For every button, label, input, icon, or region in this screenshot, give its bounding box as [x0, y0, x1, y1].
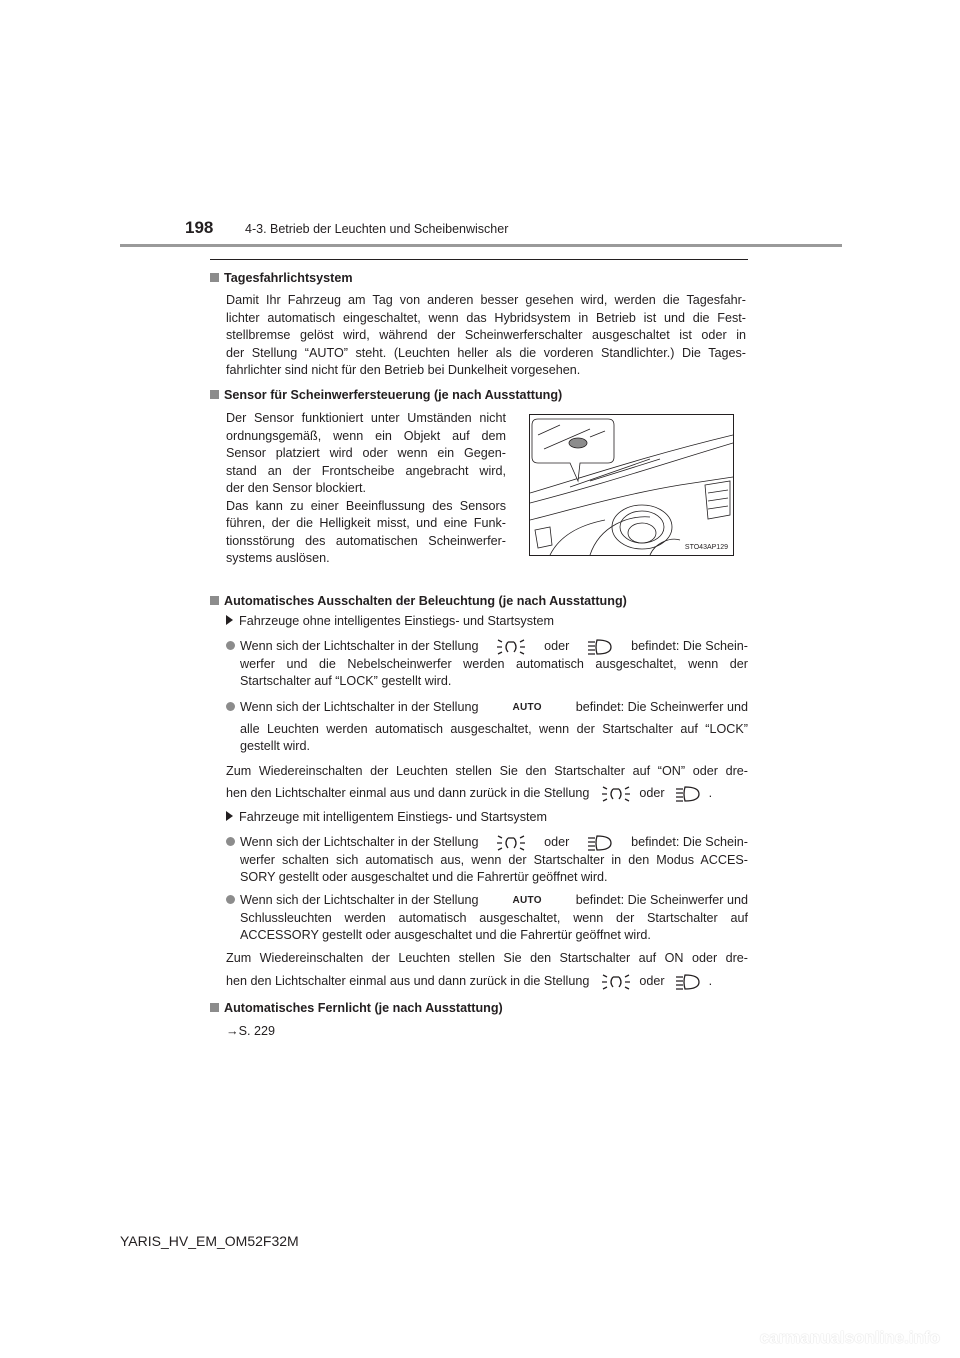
- small-lights-icon: [601, 785, 631, 803]
- headlights-icon: [587, 834, 613, 852]
- section-rule: [210, 259, 748, 260]
- sensor-icon: [569, 438, 587, 448]
- reactivation-paragraph-2: Zum Wiedereinschalten der Leuchten stellen Sie den Startschalter auf ON oder dre- hen den Lichtschalter einmal aus und dann zurück in die Stellung oder .: [226, 950, 748, 991]
- round-bullet-icon: [226, 837, 235, 846]
- daytime-lights-paragraph: Damit Ihr Fahrzeug am Tag von anderen besser gesehen wird, werden die Tagesfahr- lichter automatisch eingeschaltet, wenn das Hybridsystem in Betrieb ist und die Fest- stellbremse gelöst wird, während der Scheinwerferschalter ausgeschaltet ist oder in der Stellung “AUTO” steht. (Leuchten heller als die vorderen Standlichter.) Die Tages- fahrlichter sind nicht für den Betrieb bei Dunkelheit vorgesehen.: [226, 293, 746, 377]
- small-lights-icon: [496, 834, 526, 852]
- triangle-bullet-icon: [226, 811, 233, 821]
- bullet-item-4: Wenn sich der Lichtschalter in der Stellung AUTO befindet: Die Scheinwerfer und Schlussleuchten werden automatisch ausgeschaltet, wenn der Startschalter auf ACCESSORY gestellt oder ausgeschaltet und die Fahrertür geöffnet wird.: [226, 892, 748, 945]
- round-bullet-icon: [226, 895, 235, 904]
- auto-icon: AUTO: [512, 702, 542, 713]
- dashboard-sensor-drawing: [530, 415, 733, 555]
- sensor-illustration: [529, 414, 734, 556]
- chapter-title: 4-3. Betrieb der Leuchten und Scheibenwischer: [245, 222, 509, 236]
- document-code: YARIS_HV_EM_OM52F32M: [120, 1233, 299, 1249]
- square-bullet-icon: [210, 1003, 219, 1012]
- subheading-without-smart-key: Fahrzeuge ohne intelligentes Einstiegs- und Startsystem: [226, 613, 554, 631]
- sensor-paragraph: Der Sensor funktioniert unter Umständen nicht ordnungsgemäß, wenn ein Objekt auf dem Sensor platziert wird oder wenn ein Gegen- stand an der Frontscheibe angebracht wird, der den Sensor blockiert. Das kann zu einer Beeinflussung des Sensors führen, der die Helligkeit misst, und eine Funk- tionsstörung des automatischen Scheinwerfer- systems auslösen.: [226, 411, 506, 565]
- square-bullet-icon: [210, 596, 219, 605]
- bullet-item-3: Wenn sich der Lichtschalter in der Stellung oder befindet: Die Schein- werfer schalten sich automatisch aus, wenn der Startschalter in den Modus ACCES- SORY gestellt oder ausgeschaltet und die Fahrertür geöffnet wird.: [226, 834, 748, 887]
- section-heading-auto-off: Automatisches Ausschalten der Beleuchtung (je nach Ausstattung): [210, 593, 627, 611]
- header-rule: [120, 244, 842, 247]
- page-number: 198: [185, 218, 214, 237]
- round-bullet-icon: [226, 641, 235, 650]
- bullet-item-1: Wenn sich der Lichtschalter in der Stellung oder befindet: Die Schein- werfer und die Nebelscheinwerfer werden automatisch ausgeschaltet, wenn der Startschalter auf “LOCK” gestellt wird.: [226, 638, 748, 691]
- section-heading-daytime-lights: Tagesfahrlichtsystem: [210, 270, 353, 288]
- square-bullet-icon: [210, 390, 219, 399]
- bullet-item-2: Wenn sich der Lichtschalter in der Stellung AUTO befindet: Die Scheinwerfer und alle Leuchten werden automatisch ausgeschaltet, wenn der Startschalter auf “LOCK” gestellt wird.: [226, 699, 748, 756]
- section-heading-sensor: Sensor für Scheinwerfersteuerung (je nach Ausstattung): [210, 387, 562, 405]
- figure-label: STO43AP129: [684, 544, 728, 551]
- reactivation-paragraph-1: Zum Wiedereinschalten der Leuchten stellen Sie den Startschalter auf “ON” oder dre- hen den Lichtschalter einmal aus und dann zurück in die Stellung oder .: [226, 763, 748, 803]
- auto-icon: AUTO: [512, 895, 542, 906]
- small-lights-icon: [601, 973, 631, 991]
- subheading-with-smart-key: Fahrzeuge mit intelligentem Einstiegs- und Startsystem: [226, 809, 547, 827]
- page-reference-link[interactable]: →S. 229: [226, 1024, 276, 1038]
- small-lights-icon: [496, 638, 526, 656]
- square-bullet-icon: [210, 273, 219, 282]
- watermark: carmanualsonline.info: [759, 1328, 940, 1347]
- triangle-bullet-icon: [226, 615, 233, 625]
- headlights-icon: [675, 785, 701, 803]
- headlights-icon: [675, 973, 701, 991]
- section-heading-auto-high-beam: Automatisches Fernlicht (je nach Ausstattung): [210, 1000, 503, 1018]
- headlights-icon: [587, 638, 613, 656]
- round-bullet-icon: [226, 702, 235, 711]
